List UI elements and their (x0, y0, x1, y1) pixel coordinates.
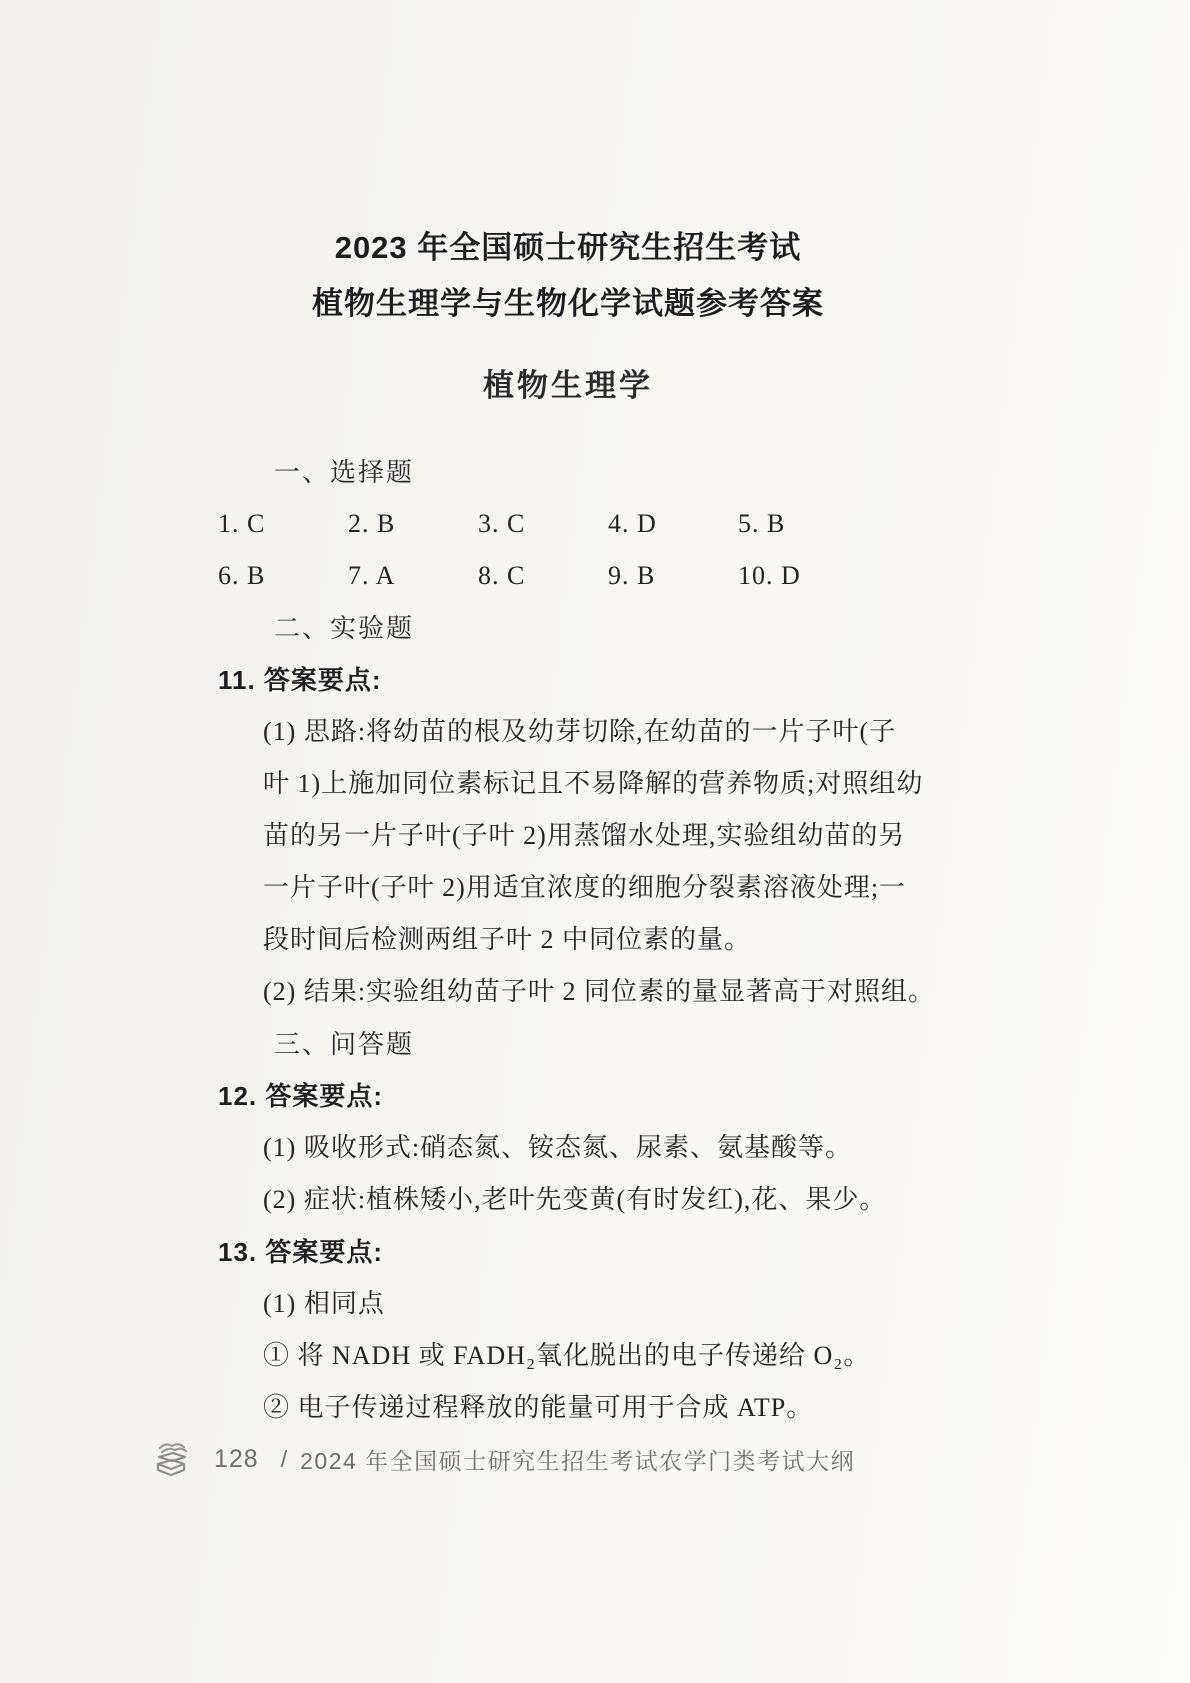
section-heading-experiment: 二、实验题 (274, 613, 415, 643)
q12-point1: (1) 吸收形式:硝态氮、铵态氮、尿素、氨基酸等。 (263, 1133, 853, 1162)
choice-answers-row-2 (218, 550, 950, 602)
exam-title-line2: 植物生理学与生物化学试题参考答案 (312, 286, 824, 321)
q12-point2: (2) 症状:植株矮小,老叶先变黄(有时发红),花、果少。 (263, 1185, 887, 1214)
q11-point2: (2) 结果:实验组幼苗子叶 2 同位素的量显著高于对照组。 (263, 977, 936, 1006)
footer-book-title: 2024 年全国硕士研究生招生考试农学门类考试大纲 (300, 1447, 856, 1474)
section-heading-choice: 一、选择题 (274, 457, 415, 487)
q11-label: 11. 答案要点: (218, 665, 382, 695)
section-heading-essay: 三、问答题 (274, 1029, 415, 1059)
q11-point1-line1: (1) 思路:将幼苗的根及幼芽切除,在幼苗的一片子叶(子 (263, 717, 897, 746)
q13-sub1: ① 将 NADH 或 FADH₂氧化脱出的电子传递给 O₂。 (263, 1341, 871, 1370)
footer-separator: / (280, 1445, 288, 1472)
exam-title-line1: 2023 年全国硕士研究生招生考试 (334, 230, 802, 265)
q11-point1-line5: 段时间后检测两组子叶 2 中同位素的量。 (263, 925, 752, 954)
subject-heading: 植物生理学 (483, 368, 653, 404)
answer-q10: 10. D (738, 561, 801, 590)
document-body (218, 446, 950, 1434)
answer-q5: 5. B (738, 509, 786, 538)
q11-point1-line2: 叶 1)上施加同位素标记且不易降解的营养物质;对照组幼 (263, 769, 924, 798)
q13-sub2: ② 电子传递过程释放的能量可用于合成 ATP。 (263, 1393, 814, 1422)
answer-q6: 6. B (218, 561, 266, 590)
q11-point1-line4: 一片子叶(子叶 2)用适宜浓度的细胞分裂素溶液处理;一 (263, 873, 907, 902)
answer-q2: 2. B (348, 509, 396, 538)
book-stack-icon (152, 1438, 190, 1480)
footer-page-number: 128 (214, 1444, 259, 1473)
q13-point1: (1) 相同点 (263, 1289, 385, 1318)
choice-answers-row-1 (218, 498, 950, 550)
answer-q4: 4. D (608, 509, 657, 538)
answer-q7: 7. A (348, 561, 396, 590)
answer-q8: 8. C (478, 561, 526, 590)
answer-q3: 3. C (478, 509, 526, 538)
answer-q1: 1. C (218, 509, 266, 538)
q13-label: 13. 答案要点: (218, 1237, 384, 1267)
q12-label: 12. 答案要点: (218, 1081, 384, 1111)
page-footer (152, 1436, 855, 1482)
q11-point1-line3: 苗的另一片子叶(子叶 2)用蒸馏水处理,实验组幼苗的另 (263, 821, 906, 850)
answer-q9: 9. B (608, 561, 656, 590)
